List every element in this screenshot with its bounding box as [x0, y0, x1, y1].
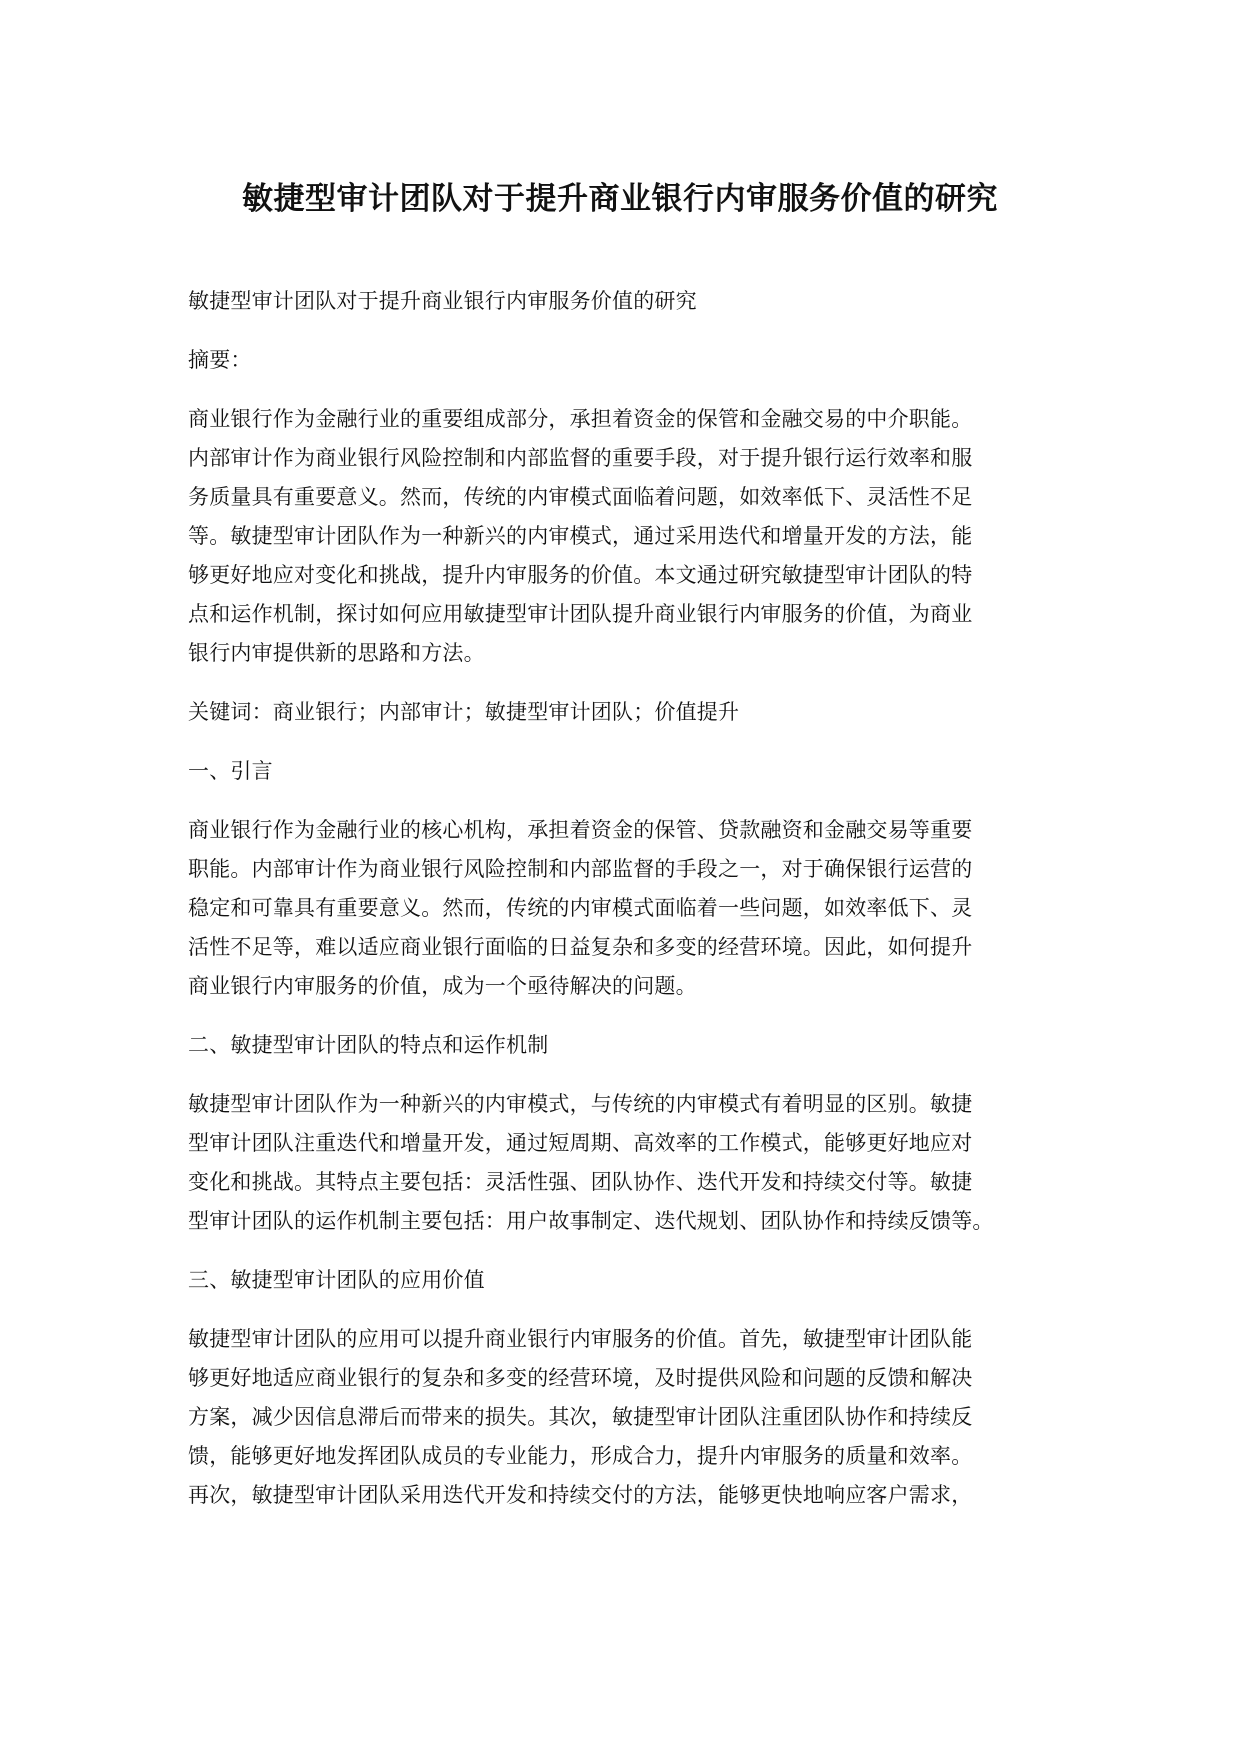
document-title: 敏捷型审计团队对于提升商业银行内审服务价值的研究 [242, 181, 998, 217]
section-heading-introduction: 一、引言 [188, 759, 273, 783]
paragraph-line: 馈，能够更好地发挥团队成员的专业能力，形成合力，提升内审服务的质量和效率。 [188, 1444, 973, 1468]
section-heading-application-value: 三、敏捷型审计团队的应用价值 [188, 1268, 485, 1292]
paragraph-line: 型审计团队注重迭代和增量开发，通过短周期、高效率的工作模式，能够更好地应对 [188, 1131, 973, 1155]
abstract-line: 等。敏捷型审计团队作为一种新兴的内审模式，通过采用迭代和增量开发的方法，能 [188, 524, 973, 548]
paragraph-line: 再次，敏捷型审计团队采用迭代开发和持续交付的方法，能够更快地响应客户需求， [188, 1483, 973, 1507]
paragraph-line: 职能。内部审计作为商业银行风险控制和内部监督的手段之一，对于确保银行运营的 [188, 857, 973, 881]
application-value-paragraph [188, 1320, 1038, 1515]
paragraph-line: 变化和挑战。其特点主要包括：灵活性强、团队协作、迭代开发和持续交付等。敏捷 [188, 1170, 973, 1194]
paragraph-line: 活性不足等，难以适应商业银行面临的日益复杂和多变的经营环境。因此，如何提升 [188, 935, 973, 959]
keywords: 关键词：商业银行；内部审计；敏捷型审计团队；价值提升 [188, 700, 740, 724]
characteristics-paragraph [188, 1085, 1038, 1241]
paragraph-line: 敏捷型审计团队作为一种新兴的内审模式，与传统的内审模式有着明显的区别。敏捷 [188, 1092, 973, 1116]
document-body [188, 282, 1038, 1535]
paragraph-line: 型审计团队的运作机制主要包括：用户故事制定、迭代规划、团队协作和持续反馈等。 [188, 1209, 994, 1233]
abstract-label: 摘要： [188, 348, 252, 372]
paragraph-line: 方案，减少因信息滞后而带来的损失。其次，敏捷型审计团队注重团队协作和持续反 [188, 1405, 973, 1429]
paragraph-line: 商业银行作为金融行业的核心机构，承担着资金的保管、贷款融资和金融交易等重要 [188, 818, 973, 842]
introduction-paragraph [188, 811, 1038, 1006]
abstract-paragraph [188, 400, 1038, 673]
abstract-line: 商业银行作为金融行业的重要组成部分，承担着资金的保管和金融交易的中介职能。 [188, 407, 973, 431]
paragraph-line: 敏捷型审计团队的应用可以提升商业银行内审服务的价值。首先，敏捷型审计团队能 [188, 1327, 973, 1351]
paragraph-line: 商业银行内审服务的价值，成为一个亟待解决的问题。 [188, 974, 697, 998]
abstract-line: 够更好地应对变化和挑战，提升内审服务的价值。本文通过研究敏捷型审计团队的特 [188, 563, 973, 587]
abstract-line: 点和运作机制，探讨如何应用敏捷型审计团队提升商业银行内审服务的价值，为商业 [188, 602, 973, 626]
abstract-line: 银行内审提供新的思路和方法。 [188, 641, 485, 665]
abstract-line: 内部审计作为商业银行风险控制和内部监督的重要手段，对于提升银行运行效率和服 [188, 446, 973, 470]
abstract-line: 务质量具有重要意义。然而，传统的内审模式面临着问题，如效率低下、灵活性不足 [188, 485, 973, 509]
subtitle: 敏捷型审计团队对于提升商业银行内审服务价值的研究 [188, 289, 697, 313]
section-heading-characteristics: 二、敏捷型审计团队的特点和运作机制 [188, 1033, 549, 1057]
paragraph-line: 稳定和可靠具有重要意义。然而，传统的内审模式面临着一些问题，如效率低下、灵 [188, 896, 973, 920]
paragraph-line: 够更好地适应商业银行的复杂和多变的经营环境，及时提供风险和问题的反馈和解决 [188, 1366, 973, 1390]
